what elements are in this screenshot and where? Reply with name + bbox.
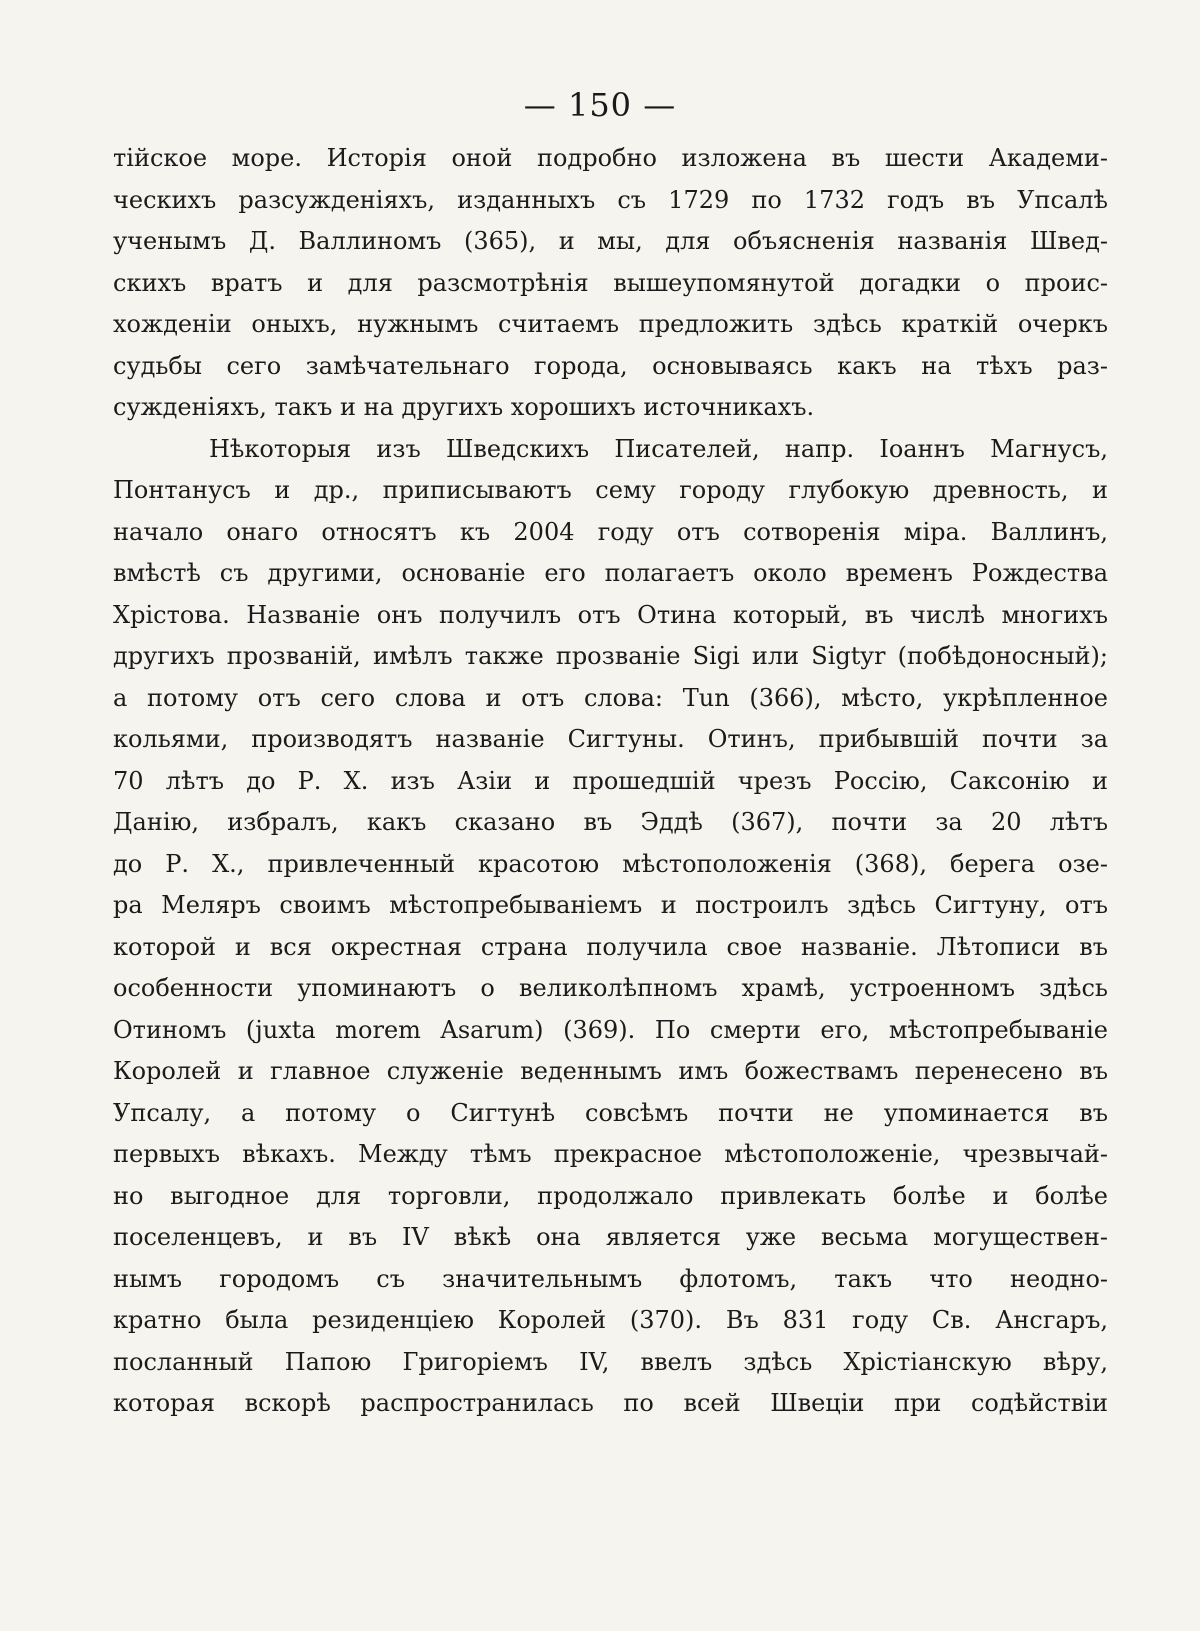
text-line: скихъ вратъ и для разсмотрѣнія вышеупомянутой догадки о проис- bbox=[113, 268, 1108, 297]
text-line: которая вскорѣ распространилась по всей Швеціи при содѣйствіи bbox=[113, 1389, 1108, 1417]
text-line: судьбы сего замѣчательнаго города, основываясь какъ на тѣхъ раз- bbox=[113, 351, 1108, 380]
text-line: кольями, производятъ названіе Сигтуны. Отинъ, прибывшій почти за bbox=[113, 725, 1108, 753]
text-line: кратно была резиденціею Королей (370). Въ 831 году Св. Ансгаръ, bbox=[113, 1306, 1108, 1334]
text-line: Упсалу, а потому о Сигтунѣ совсѣмъ почти не упоминается въ bbox=[113, 1098, 1108, 1127]
text-line: Отиномъ (juxta morem Asarum) (369). По смерти его, мѣстопребываніе bbox=[113, 1015, 1108, 1044]
text-line: нымъ городомъ съ значительнымъ флотомъ, такъ что неодно- bbox=[113, 1264, 1108, 1293]
text-line: вмѣстѣ съ другими, основаніе его полагаетъ около временъ Рождества bbox=[113, 559, 1108, 587]
text-line: начало онаго относятъ къ 2004 году отъ сотворенія міра. Валлинъ, bbox=[113, 517, 1108, 546]
page-number: — 150 — bbox=[523, 86, 677, 124]
text-line: поселенцевъ, и въ IV вѣкѣ она является уже весьма могуществен- bbox=[113, 1223, 1108, 1251]
text-line: а потому отъ сего слова и отъ слова: Tun (366), мѣсто, укрѣпленное bbox=[113, 683, 1108, 712]
text-line: хожденіи оныхъ, нужнымъ считаемъ предложить здѣсь краткій очеркъ bbox=[113, 310, 1108, 338]
text-line: другихъ прозваній, имѣлъ также прозваніе Sigi или Sigtyr (побѣдоносный); bbox=[113, 642, 1108, 670]
text-line: Королей и главное служеніе веденнымъ имъ божествамъ перенесено въ bbox=[113, 1057, 1108, 1085]
text-line: ческихъ разсужденіяхъ, изданныхъ съ 1729 по 1732 годъ въ Упсалѣ bbox=[113, 185, 1108, 214]
text-line: особенности упоминаютъ о великолѣпномъ храмѣ, устроенномъ здѣсь bbox=[113, 974, 1108, 1002]
text-line: Хрістова. Названіе онъ получилъ отъ Отина который, въ числѣ многихъ bbox=[113, 600, 1108, 629]
text-line: Понтанусъ и др., приписываютъ сему городу глубокую древность, и bbox=[113, 476, 1108, 504]
text-line: первыхъ вѣкахъ. Между тѣмъ прекрасное мѣстоположеніе, чрезвычай- bbox=[113, 1140, 1108, 1168]
paragraph-start-line: Нѣкоторыя изъ Шведскихъ Писателей, напр. Іоаннъ Магнусъ, bbox=[209, 434, 1108, 463]
body-text bbox=[113, 138, 1108, 1425]
text-line: 70 лѣтъ до Р. Х. изъ Азіи и прошедшій чрезъ Россію, Саксонію и bbox=[113, 766, 1108, 795]
text-line: которой и вся окрестная страна получила свое названіе. Лѣтописи въ bbox=[113, 932, 1108, 961]
text-line: посланный Папою Григоріемъ IV, ввелъ здѣсь Хрістіанскую вѣру, bbox=[113, 1347, 1108, 1376]
text-line: ученымъ Д. Валлиномъ (365), и мы, для объясненія названія Швед- bbox=[113, 227, 1108, 255]
text-line: ра Меляръ своимъ мѣстопребываніемъ и построилъ здѣсь Сигтуну, отъ bbox=[113, 891, 1108, 919]
text-line: сужденіяхъ, такъ и на другихъ хорошихъ источникахъ. bbox=[113, 393, 815, 421]
text-line: тійское море. Исторія оной подробно изложена въ шести Академи- bbox=[113, 144, 1108, 172]
text-line: но выгодное для торговли, продолжало привлекать болѣе и болѣе bbox=[113, 1181, 1108, 1210]
text-line: до Р. Х., привлеченный красотою мѣстоположенія (368), берега озе- bbox=[113, 849, 1108, 878]
text-line: Данію, избралъ, какъ сказано въ Эддѣ (367), почти за 20 лѣтъ bbox=[113, 808, 1108, 836]
